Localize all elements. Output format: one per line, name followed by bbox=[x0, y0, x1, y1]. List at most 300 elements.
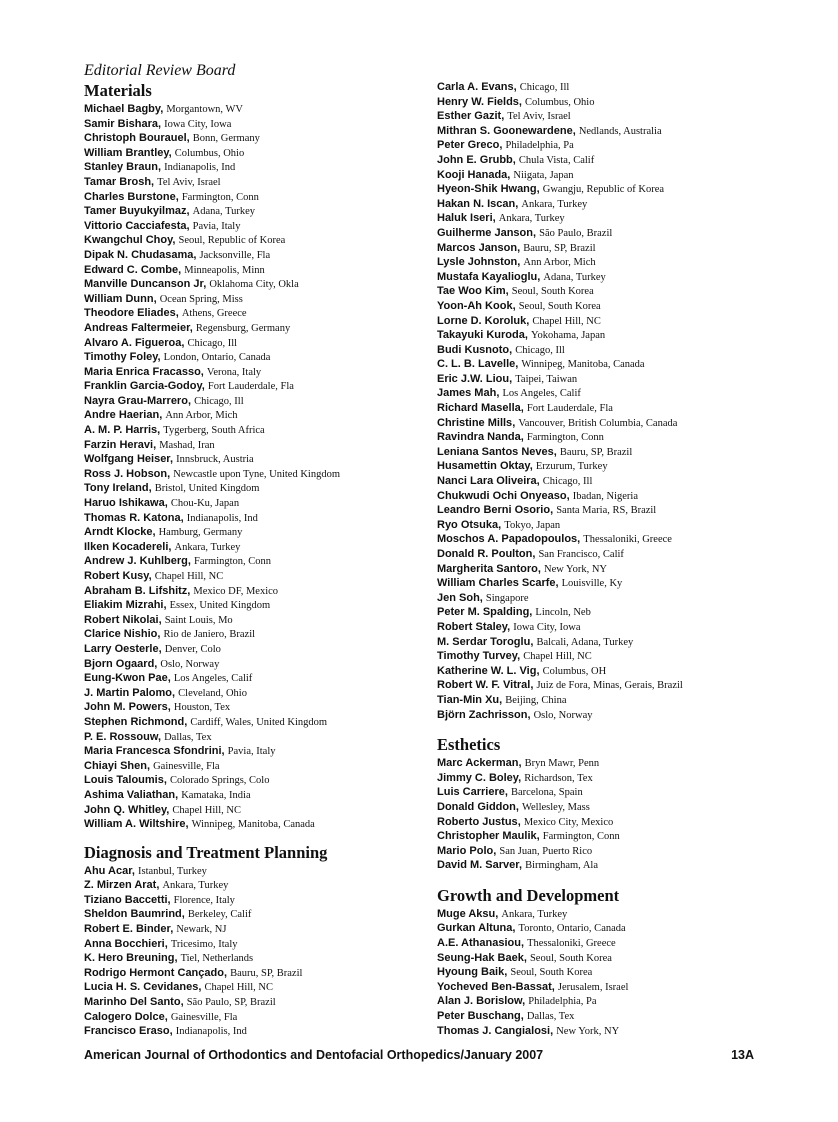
name-separator: , bbox=[499, 139, 506, 152]
name-separator: , bbox=[131, 864, 139, 877]
board-member bbox=[84, 584, 444, 599]
member-location: Thessaloniki, Greece bbox=[583, 534, 672, 546]
board-member bbox=[84, 744, 444, 759]
member-list bbox=[437, 80, 797, 722]
member-location: Mashad, Iran bbox=[159, 439, 215, 451]
board-member bbox=[84, 146, 444, 161]
member-name: Louis Taloumis bbox=[84, 774, 164, 787]
name-separator: , bbox=[146, 759, 154, 772]
member-name: Bjorn Ogaard bbox=[84, 657, 155, 670]
member-name: Stephen Richmond bbox=[84, 715, 185, 728]
member-name: C. L. B. Lavelle bbox=[437, 358, 516, 371]
member-location: London, Ontario, Canada bbox=[163, 352, 271, 364]
board-member bbox=[84, 540, 444, 555]
member-name: Vittorio Cacciafesta bbox=[84, 219, 187, 232]
member-location: Nedlands, Australia bbox=[578, 125, 662, 137]
member-name: Leniana Santos Neves bbox=[437, 445, 554, 458]
name-separator: , bbox=[153, 292, 160, 305]
member-location: New York, NY bbox=[543, 563, 607, 575]
member-name: Maria Enrica Fracasso bbox=[84, 365, 201, 378]
name-separator: , bbox=[168, 540, 175, 553]
member-location: Chapel Hill, NC bbox=[523, 651, 592, 663]
name-separator: , bbox=[520, 402, 527, 415]
board-member bbox=[84, 204, 444, 219]
board-member bbox=[437, 771, 797, 786]
name-separator: , bbox=[499, 693, 506, 706]
board-member bbox=[84, 394, 444, 409]
name-separator: , bbox=[166, 803, 173, 816]
name-separator: , bbox=[520, 937, 528, 950]
member-location: Pavia, Italy bbox=[192, 220, 241, 232]
member-name: Tian-Min Xu bbox=[437, 693, 500, 706]
name-separator: , bbox=[551, 980, 558, 993]
name-separator: , bbox=[577, 533, 584, 546]
member-name: Ryo Otsuka bbox=[437, 518, 499, 531]
board-member bbox=[437, 678, 797, 693]
board-member bbox=[437, 401, 797, 416]
board-member bbox=[84, 671, 444, 686]
board-member bbox=[84, 131, 444, 146]
member-name: Jen Soh bbox=[437, 591, 480, 604]
board-member bbox=[84, 175, 444, 190]
member-location: Seoul, South Korea bbox=[529, 952, 612, 964]
member-name: Richard Masella bbox=[437, 402, 521, 415]
board-member bbox=[437, 693, 797, 708]
name-separator: , bbox=[509, 372, 516, 385]
name-separator: , bbox=[201, 380, 208, 393]
name-separator: , bbox=[186, 219, 193, 232]
member-name: Seung-Hak Baek bbox=[437, 951, 524, 964]
name-separator: , bbox=[536, 664, 543, 677]
member-location: Seoul, South Korea bbox=[511, 286, 594, 298]
member-name: Alvaro A. Figueroa bbox=[84, 336, 182, 349]
member-location: Fort Lauderdale, Fla bbox=[526, 403, 613, 415]
member-location: Erzurum, Turkey bbox=[535, 461, 608, 473]
member-location: Chicago, Ill bbox=[187, 337, 238, 349]
name-separator: , bbox=[512, 153, 519, 166]
board-member bbox=[84, 438, 444, 453]
board-member bbox=[437, 815, 797, 830]
name-separator: , bbox=[157, 351, 164, 364]
member-location: Chula Vista, Calif bbox=[518, 154, 595, 166]
board-section bbox=[437, 873, 797, 1038]
member-location: Philadelphia, Pa bbox=[528, 996, 597, 1008]
name-separator: , bbox=[537, 562, 544, 575]
member-location: Winnipeg, Manitoba, Canada bbox=[521, 359, 645, 371]
member-location: São Paulo, SP, Brazil bbox=[186, 997, 276, 1009]
name-separator: , bbox=[152, 526, 159, 539]
member-name: Lucia H. S. Cevidanes bbox=[84, 981, 199, 994]
member-location: Columbus, Ohio bbox=[174, 147, 245, 159]
board-member bbox=[84, 190, 444, 205]
member-location: Gainesville, Fla bbox=[170, 1011, 238, 1023]
member-location: Farmington, Conn bbox=[181, 191, 259, 203]
member-name: Stanley Braun bbox=[84, 161, 158, 174]
member-location: Oslo, Norway bbox=[160, 658, 220, 670]
member-location: Tricesimo, Italy bbox=[170, 938, 238, 950]
member-name: Ravindra Nanda bbox=[437, 431, 521, 444]
member-location: Oklahoma City, Okla bbox=[209, 279, 299, 291]
member-location: Louisville, Ky bbox=[561, 578, 623, 590]
page-number: 13A bbox=[731, 1048, 754, 1062]
member-name: Farzin Heravi bbox=[84, 438, 154, 451]
board-member bbox=[84, 306, 444, 321]
member-location: Juiz de Fora, Minas, Gerais, Brazil bbox=[536, 680, 683, 692]
member-name: William A. Wiltshire bbox=[84, 818, 186, 831]
member-name: Ashima Valiathan bbox=[84, 788, 176, 801]
member-location: Vancouver, British Columbia, Canada bbox=[518, 417, 678, 429]
name-separator: , bbox=[157, 161, 165, 174]
board-member bbox=[437, 328, 797, 343]
board-member bbox=[437, 518, 797, 533]
member-location: Innsbruck, Austria bbox=[176, 454, 254, 466]
member-name: Esther Gazit bbox=[437, 110, 502, 123]
board-member bbox=[437, 591, 797, 606]
member-location: Indianapolis, Ind bbox=[164, 162, 236, 174]
member-name: Chiayi Shen bbox=[84, 759, 147, 772]
board-member bbox=[437, 503, 797, 518]
board-member bbox=[437, 343, 797, 358]
name-separator: , bbox=[180, 511, 187, 524]
member-name: Franklin Garcia-Godoy bbox=[84, 380, 202, 393]
member-name: William Charles Scarfe bbox=[437, 577, 556, 590]
right-column bbox=[437, 80, 797, 1038]
name-separator: , bbox=[515, 800, 522, 813]
member-location: San Francisco, Calif bbox=[538, 549, 624, 560]
member-name: Haruo Ishikawa bbox=[84, 497, 165, 510]
section-title: Materials bbox=[84, 81, 152, 100]
member-location: Richardson, Tex bbox=[524, 772, 593, 784]
member-name: Edward C. Combe bbox=[84, 263, 179, 276]
board-member bbox=[437, 605, 797, 620]
board-member bbox=[437, 980, 797, 995]
member-name: Anna Bocchieri bbox=[84, 937, 165, 950]
name-separator: , bbox=[157, 424, 164, 437]
member-location: Seoul, South Korea bbox=[518, 300, 601, 312]
board-member bbox=[437, 708, 797, 723]
board-member bbox=[84, 686, 444, 701]
name-separator: , bbox=[518, 771, 525, 784]
name-separator: , bbox=[164, 937, 171, 950]
member-location: Rio de Janiero, Brazil bbox=[163, 629, 256, 641]
member-location: Los Angeles, Calif bbox=[502, 388, 581, 400]
board-member bbox=[437, 800, 797, 815]
member-name: Maria Francesca Sfondrini bbox=[84, 745, 222, 758]
name-separator: , bbox=[523, 951, 530, 964]
member-location: São Paulo, Brazil bbox=[539, 227, 613, 239]
member-location: Ankara, Turkey bbox=[501, 908, 568, 920]
member-location: Ann Arbor, Mich bbox=[165, 410, 238, 422]
member-name: William Brantley bbox=[84, 146, 169, 159]
board-member bbox=[84, 700, 444, 715]
member-location: Chou-Ku, Japan bbox=[170, 498, 240, 510]
name-separator: , bbox=[496, 387, 503, 400]
name-separator: , bbox=[524, 329, 531, 342]
member-name: Moschos A. Papadopoulos bbox=[437, 533, 578, 546]
name-separator: , bbox=[536, 475, 543, 488]
board-member bbox=[84, 350, 444, 365]
member-location: Saint Louis, Mo bbox=[164, 614, 233, 626]
member-location: Ibadan, Nigeria bbox=[572, 490, 639, 502]
board-member bbox=[437, 474, 797, 489]
member-location: Wellesley, Mass bbox=[521, 801, 590, 813]
member-name: Christoph Bourauel bbox=[84, 132, 187, 145]
member-name: Peter Greco bbox=[437, 139, 500, 152]
name-separator: , bbox=[187, 584, 194, 597]
name-separator: , bbox=[518, 859, 526, 872]
name-separator: , bbox=[168, 146, 175, 159]
member-location: Thessaloniki, Greece bbox=[527, 938, 616, 950]
member-location: Seoul, South Korea bbox=[510, 967, 593, 979]
member-name: Marc Ackerman bbox=[437, 757, 519, 770]
member-name: Clarice Nishio bbox=[84, 628, 158, 641]
member-name: Gurkan Altuna bbox=[437, 922, 513, 935]
board-member bbox=[437, 547, 797, 562]
name-separator: , bbox=[507, 620, 514, 633]
board-member bbox=[437, 357, 797, 372]
board-member bbox=[84, 773, 444, 788]
board-member bbox=[437, 829, 797, 844]
board-member bbox=[84, 864, 444, 879]
name-separator: , bbox=[532, 226, 540, 239]
member-name: Lorne D. Koroluk bbox=[437, 314, 527, 327]
member-location: Adana, Turkey bbox=[543, 271, 606, 283]
member-name: Robert E. Binder bbox=[84, 923, 171, 936]
member-location: Farmington, Conn bbox=[542, 831, 620, 843]
member-name: Tamar Brosh bbox=[84, 175, 152, 188]
name-separator: , bbox=[151, 175, 158, 188]
left-column bbox=[84, 80, 444, 1039]
member-location: Bauru, SP, Brazil bbox=[230, 967, 303, 979]
board-member bbox=[84, 966, 444, 981]
board-member bbox=[84, 336, 444, 351]
member-location: Singapore bbox=[485, 592, 529, 604]
name-separator: , bbox=[498, 518, 505, 531]
board-member bbox=[437, 372, 797, 387]
board-member bbox=[84, 788, 444, 803]
board-section bbox=[84, 832, 444, 1039]
name-separator: , bbox=[505, 285, 512, 298]
board-member bbox=[84, 481, 444, 496]
member-location: Tel Aviv, Israel bbox=[157, 176, 221, 188]
board-member bbox=[437, 211, 797, 226]
member-name: Katherine W. L. Vig bbox=[437, 664, 537, 677]
member-name: Samir Bishara bbox=[84, 117, 158, 130]
name-separator: , bbox=[158, 642, 165, 655]
member-name: Jimmy C. Boley bbox=[437, 771, 519, 784]
name-separator: , bbox=[555, 577, 562, 590]
name-separator: , bbox=[515, 358, 522, 371]
member-location: Oslo, Norway bbox=[533, 709, 593, 721]
board-member bbox=[84, 893, 444, 908]
board-member bbox=[84, 160, 444, 175]
member-name: Tony Ireland bbox=[84, 482, 149, 495]
name-separator: , bbox=[187, 555, 195, 568]
name-separator: , bbox=[167, 467, 174, 480]
board-member bbox=[84, 569, 444, 584]
board-member bbox=[437, 965, 797, 980]
member-location: Balcali, Adana, Turkey bbox=[536, 636, 634, 648]
name-separator: , bbox=[185, 818, 192, 831]
name-separator: , bbox=[493, 844, 500, 857]
member-location: Beijing, China bbox=[505, 694, 567, 706]
board-member bbox=[84, 613, 444, 628]
member-name: Manville Duncanson Jr bbox=[84, 278, 204, 291]
board-member bbox=[84, 878, 444, 893]
board-member bbox=[437, 620, 797, 635]
name-separator: , bbox=[175, 307, 182, 320]
member-name: Robert W. F. Vitral bbox=[437, 679, 531, 692]
member-location: Kamataka, India bbox=[181, 789, 251, 801]
member-location: Houston, Tex bbox=[173, 702, 231, 714]
member-location: Tel Aviv, Israel bbox=[507, 111, 571, 123]
member-name: P. E. Rossouw bbox=[84, 730, 158, 743]
board-member bbox=[437, 649, 797, 664]
member-name: Donald Giddon bbox=[437, 800, 516, 813]
member-location: Yokohama, Japan bbox=[530, 330, 606, 342]
member-name: William Dunn bbox=[84, 292, 154, 305]
board-member bbox=[437, 430, 797, 445]
name-separator: , bbox=[553, 445, 560, 458]
name-separator: , bbox=[178, 263, 185, 276]
board-member bbox=[84, 980, 444, 995]
member-location: Iowa City, Iowa bbox=[513, 621, 581, 633]
name-separator: , bbox=[186, 132, 193, 145]
member-location: Dallas, Tex bbox=[164, 731, 212, 743]
member-name: Ross J. Hobson bbox=[84, 467, 168, 480]
name-separator: , bbox=[517, 650, 524, 663]
member-name: Abraham B. Lifshitz bbox=[84, 584, 188, 597]
member-name: A.E. Athanasiou bbox=[437, 937, 521, 950]
board-member bbox=[84, 496, 444, 511]
member-location: Jacksonville, Fla bbox=[199, 249, 271, 261]
name-separator: , bbox=[223, 966, 231, 979]
name-separator: , bbox=[512, 922, 519, 935]
board-member bbox=[437, 664, 797, 679]
member-location: Morgantown, WV bbox=[166, 104, 243, 115]
board-member bbox=[437, 80, 797, 95]
board-member bbox=[84, 233, 444, 248]
member-name: Robert Kusy bbox=[84, 570, 149, 582]
board-member bbox=[84, 657, 444, 672]
board-member bbox=[437, 576, 797, 591]
member-location: Winnipeg, Manitoba, Canada bbox=[191, 819, 315, 831]
name-separator: , bbox=[154, 657, 161, 670]
board-member bbox=[84, 365, 444, 380]
name-separator: , bbox=[513, 81, 520, 93]
board-member bbox=[84, 803, 444, 818]
section-title: Esthetics bbox=[437, 735, 501, 755]
member-location: Regensburg, Germany bbox=[195, 322, 291, 334]
name-separator: , bbox=[532, 548, 539, 560]
member-name: Thomas J. Cangialosi bbox=[437, 1024, 551, 1037]
member-location: San Juan, Puerto Rico bbox=[499, 845, 593, 857]
member-name: John E. Grubb bbox=[437, 153, 513, 166]
board-member bbox=[437, 314, 797, 329]
section-title: Diagnosis and Treatment Planning bbox=[84, 842, 328, 862]
member-name: David M. Sarver bbox=[437, 859, 519, 872]
member-name: Eung-Kwon Pae bbox=[84, 672, 168, 685]
member-name: Francisco Eraso bbox=[84, 1025, 170, 1038]
name-separator: , bbox=[180, 996, 187, 1009]
member-name: Tamer Buyukyilmaz bbox=[84, 205, 187, 218]
board-member bbox=[437, 844, 797, 859]
member-name: Theodore Eliades bbox=[84, 307, 176, 320]
member-name: Tiziano Baccetti bbox=[84, 893, 168, 906]
name-separator: , bbox=[504, 786, 511, 799]
member-location: Mexico City, Mexico bbox=[523, 816, 614, 828]
name-separator: , bbox=[172, 234, 179, 247]
name-separator: , bbox=[572, 124, 579, 137]
member-name: Peter M. Spalding bbox=[437, 606, 530, 619]
name-separator: , bbox=[509, 343, 516, 356]
name-separator: , bbox=[157, 117, 165, 130]
member-name: Chukwudi Ochi Onyeaso bbox=[437, 489, 567, 502]
board-member bbox=[437, 1024, 797, 1039]
member-name: James Mah bbox=[437, 387, 497, 400]
member-name: Charles Burstone bbox=[84, 190, 176, 203]
member-name: Andrew J. Kuhlberg bbox=[84, 555, 188, 568]
member-location: Ocean Spring, Miss bbox=[159, 293, 243, 305]
name-separator: , bbox=[181, 336, 188, 349]
member-name: Roberto Justus bbox=[437, 815, 518, 828]
member-location: Columbus, Ohio bbox=[525, 96, 595, 108]
name-separator: , bbox=[492, 212, 499, 225]
board-member bbox=[437, 635, 797, 650]
member-location: Barcelona, Spain bbox=[511, 787, 583, 799]
name-separator: , bbox=[529, 606, 536, 619]
member-name: John M. Powers bbox=[84, 701, 168, 714]
name-separator: , bbox=[175, 788, 182, 801]
board-member bbox=[437, 445, 797, 460]
member-location: Bristol, United Kingdom bbox=[154, 483, 260, 495]
name-separator: , bbox=[175, 190, 182, 203]
name-separator: , bbox=[517, 241, 524, 254]
board-member bbox=[437, 138, 797, 153]
board-member bbox=[84, 248, 444, 263]
board-member bbox=[84, 452, 444, 467]
member-location: Chicago, Ill bbox=[519, 82, 570, 93]
name-separator: , bbox=[221, 745, 228, 758]
member-location: Hamburg, Germany bbox=[158, 527, 243, 539]
board-member bbox=[84, 907, 444, 922]
member-name: Takayuki Kuroda bbox=[437, 329, 525, 342]
board-member bbox=[437, 489, 797, 504]
board-member bbox=[437, 168, 797, 183]
member-location: Mexico DF, Mexico bbox=[193, 585, 279, 597]
name-separator: , bbox=[515, 197, 522, 210]
member-name: Andreas Faltermeier bbox=[84, 321, 190, 334]
member-name: Eric J.W. Liou bbox=[437, 372, 510, 385]
name-separator: , bbox=[512, 416, 519, 429]
member-list bbox=[84, 102, 444, 832]
member-location: Bauru, SP, Brazil bbox=[559, 446, 633, 458]
board-member bbox=[437, 858, 797, 873]
member-location: Indianapolis, Ind bbox=[175, 1026, 247, 1038]
member-name: Sheldon Baumrind bbox=[84, 908, 182, 921]
board-member bbox=[84, 937, 444, 952]
member-name: Timothy Foley bbox=[84, 351, 158, 364]
member-name: Hyoung Baik bbox=[437, 966, 505, 979]
member-name: Nayra Grau-Marrero bbox=[84, 394, 188, 407]
board-member bbox=[84, 817, 444, 832]
name-separator: , bbox=[169, 453, 177, 466]
member-name: Kooji Hanada bbox=[437, 168, 508, 181]
name-separator: , bbox=[203, 278, 210, 291]
name-separator: , bbox=[184, 715, 191, 728]
member-location: Chicago, Ill bbox=[194, 395, 244, 407]
member-name: Husamettin Oktay bbox=[437, 460, 530, 473]
